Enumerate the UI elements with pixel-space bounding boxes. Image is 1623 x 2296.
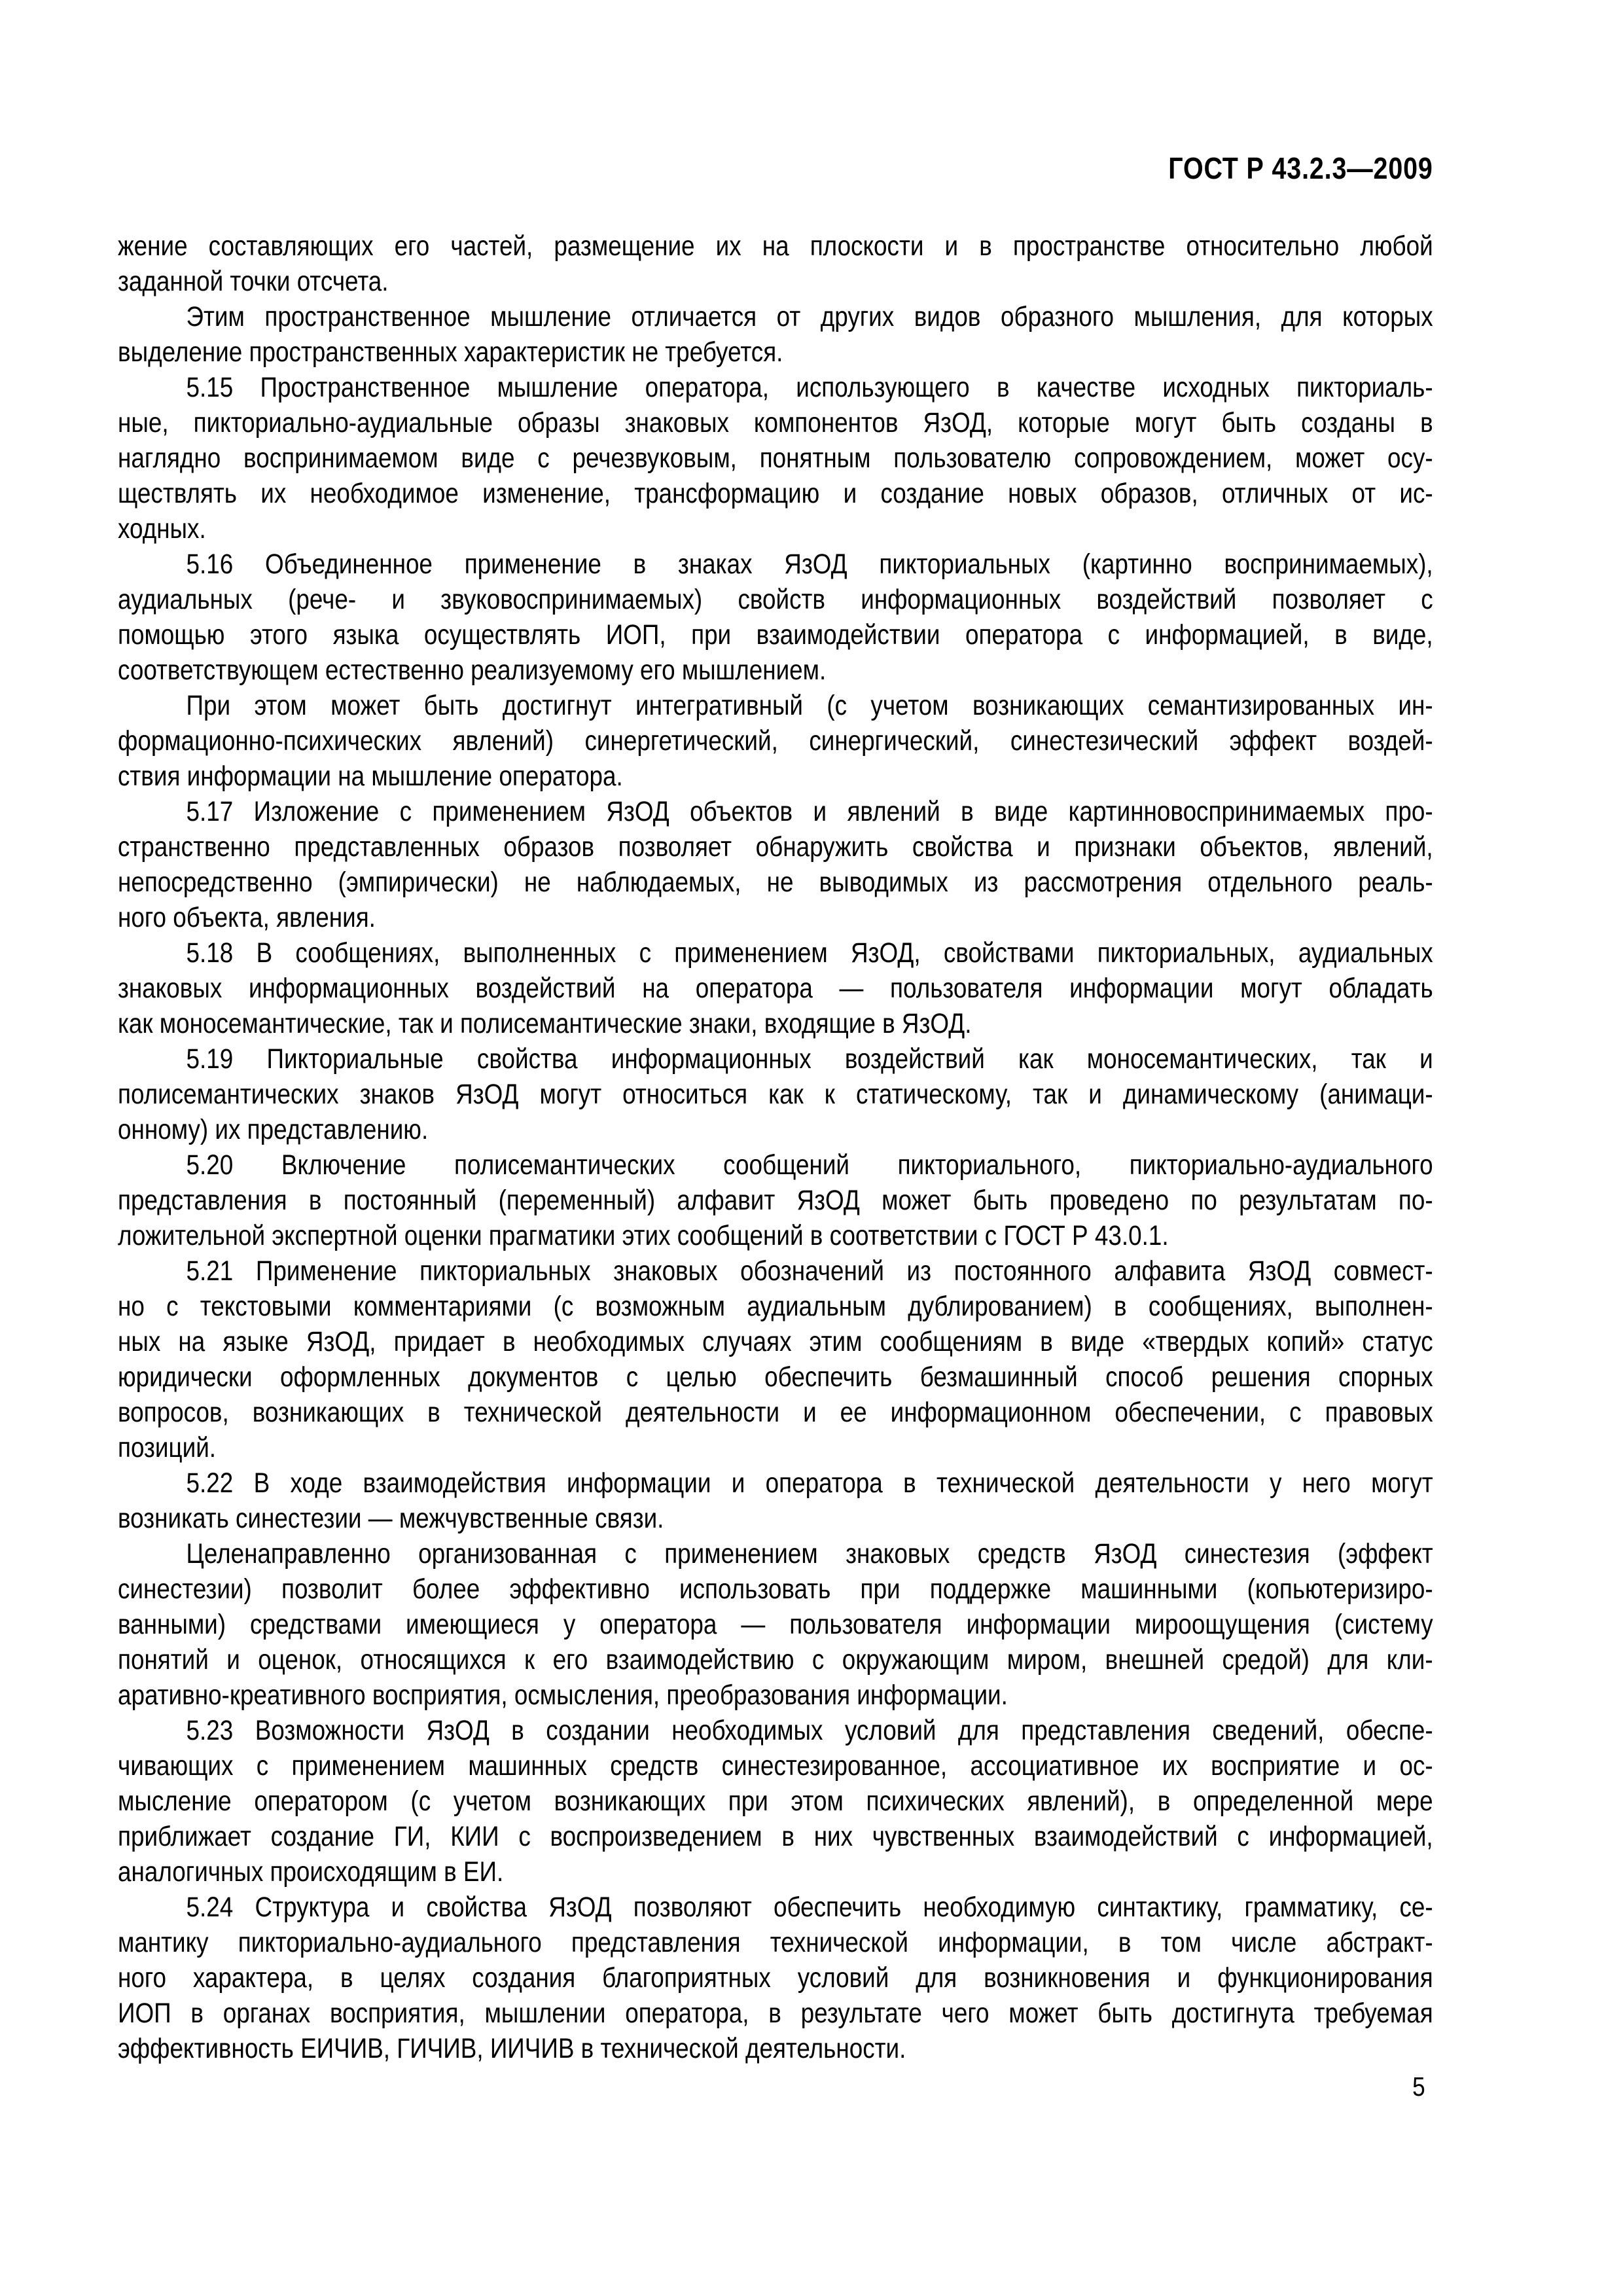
content-column — [118, 0, 1433, 2103]
text-line: чивающих с применением машинных средств синестезированное, ассоциативное их восприятие и ос- — [118, 1750, 1433, 1782]
text-line: ных на языке ЯзОД, придает в необходимых случаях этим сообщениям в виде «твердых копий» статус — [118, 1326, 1433, 1357]
text-line: возникать синестезии — межчувственные связи. — [118, 1503, 664, 1534]
text-line: 5.20 Включение полисемантических сообщений пикториального, пикториально-аудиального — [186, 1149, 1433, 1181]
text-line: но с текстовыми комментариями (с возможным аудиальным дублированием) в сообщениях, выполнен- — [118, 1291, 1433, 1322]
page-number: 5 — [1412, 2072, 1425, 2102]
text-line: ИОП в органах восприятия, мышлении оператора, в результате чего может быть достигнута требуемая — [118, 1998, 1433, 2029]
text-line: ходных. — [118, 513, 206, 545]
text-line: 5.17 Изложение с применением ЯзОД объектов и явлений в виде картинновоспринимаемых про- — [186, 796, 1433, 827]
text-line: вопросов, возникающих в технической деятельности и ее информационном обеспечении, с правовых — [118, 1397, 1433, 1428]
text-line: 5.16 Объединенное применение в знаках ЯзОД пикториальных (картинно воспринимаемых), — [186, 548, 1433, 580]
text-line: понятий и оценок, относящихся к его взаимодействию с окружающим миром, внешней средой) для кли- — [118, 1644, 1433, 1676]
text-line: Целенаправленно организованная с применением знаковых средств ЯзОД синестезия (эффект — [186, 1538, 1433, 1570]
text-line: соответствующем естественно реализуемому его мышлением. — [118, 655, 827, 686]
text-line: ного характера, в целях создания благоприятных условий для возникновения и функционирования — [118, 1962, 1433, 1994]
document-body — [118, 228, 1433, 2066]
text-line: аративно-креативного восприятия, осмысления, преобразования информации. — [118, 1679, 1008, 1711]
text-line: мантику пикториально-аудиального представления технической информации, в том числе абстракт- — [118, 1927, 1433, 1958]
text-line: ществлять их необходимое изменение, трансформацию и создание новых образов, отличных от ис- — [118, 478, 1433, 509]
text-line: мысление оператором (с учетом возникающих при этом психических явлений), в определенной мере — [118, 1785, 1433, 1817]
text-line: 5.15 Пространственное мышление оператора, использующего в качестве исходных пикториаль- — [186, 372, 1433, 403]
text-line: странственно представленных образов позволяет обнаружить свойства и признаки объектов, явлений, — [118, 831, 1433, 863]
text-line: представления в постоянный (переменный) алфавит ЯзОД может быть проведено по результатам по- — [118, 1185, 1433, 1216]
text-line: эффективность ЕИЧИВ, ГИЧИВ, ИИЧИВ в технической деятельности. — [118, 2033, 906, 2064]
text-line: приближает создание ГИ, КИИ с воспроизведением в них чувственных взаимодействий с информацией, — [118, 1821, 1433, 1852]
text-line: ного объекта, явления. — [118, 902, 376, 933]
text-line: выделение пространственных характеристик не требуется. — [118, 336, 783, 368]
text-line: наглядно воспринимаемом виде с речезвуковым, понятным пользователю сопровождением, может осу- — [118, 442, 1433, 474]
text-line: Этим пространственное мышление отличается от других видов образного мышления, для которых — [186, 301, 1433, 332]
text-line: 5.18 В сообщениях, выполненных с применением ЯзОД, свойствами пикториальных, аудиальных — [186, 937, 1433, 969]
text-line: заданной точки отсчета. — [118, 266, 389, 297]
text-line: формационно-психических явлений) синергетический, синергический, синестезический эффект воздей- — [118, 725, 1433, 757]
text-line: 5.19 Пикториальные свойства информационных воздействий как моносемантических, так и — [186, 1043, 1433, 1075]
text-line: позиций. — [118, 1432, 217, 1463]
text-line: помощью этого языка осуществлять ИОП, при взаимодействии оператора с информацией, в виде, — [118, 619, 1433, 651]
text-line: ствия информации на мышление оператора. — [118, 761, 623, 792]
text-line: юридически оформленных документов с целью обеспечить безмашинный способ решения спорных — [118, 1361, 1433, 1393]
text-line: При этом может быть достигнут интегративный (с учетом возникающих семантизированных ин- — [186, 690, 1433, 721]
text-line: жение составляющих его частей, размещение их на плоскости и в пространстве относительно любой — [118, 230, 1433, 262]
text-line: 5.21 Применение пикториальных знаковых обозначений из постоянного алфавита ЯзОД совмест- — [186, 1255, 1433, 1287]
text-line: полисемантических знаков ЯзОД могут относиться как к статическому, так и динамическому (анимаци- — [118, 1079, 1433, 1110]
text-line: 5.24 Структура и свойства ЯзОД позволяют обеспечить необходимую синтактику, грамматику, се- — [186, 1892, 1433, 1923]
text-line: синестезии) позволит более эффективно использовать при поддержке машинными (копьютеризиро- — [118, 1573, 1433, 1605]
text-line: ные, пикториально-аудиальные образы знаковых компонентов ЯзОД, которые могут быть созданы в — [118, 407, 1433, 439]
text-line: ванными) средствами имеющиеся у оператора — пользователя информации мироощущения (систему — [118, 1609, 1433, 1640]
text-line: 5.23 Возможности ЯзОД в создании необходимых условий для представления сведений, обеспе- — [186, 1715, 1433, 1746]
text-line: аналогичных происходящим в ЕИ. — [118, 1856, 504, 1888]
text-line: ложительной экспертной оценки прагматики этих сообщений в соответствии с ГОСТ Р 43.0.1. — [118, 1220, 1169, 1251]
standard-number-header: ГОСТ Р 43.2.3—2009 — [1168, 151, 1433, 185]
text-line: аудиальных (рече- и звуковоспринимаемых) свойств информационных воздействий позволяет с — [118, 584, 1433, 615]
text-line: знаковых информационных воздействий на оператора — пользователя информации могут обладать — [118, 973, 1433, 1004]
text-line: непосредственно (эмпирически) не наблюдаемых, не выводимых из рассмотрения отдельного реаль- — [118, 867, 1433, 898]
text-line: как моносемантические, так и полисемантические знаки, входящие в ЯзОД. — [118, 1008, 972, 1039]
text-line: онному) их представлению. — [118, 1114, 429, 1145]
text-line: 5.22 В ходе взаимодействия информации и оператора в технической деятельности у него могут — [186, 1467, 1433, 1499]
